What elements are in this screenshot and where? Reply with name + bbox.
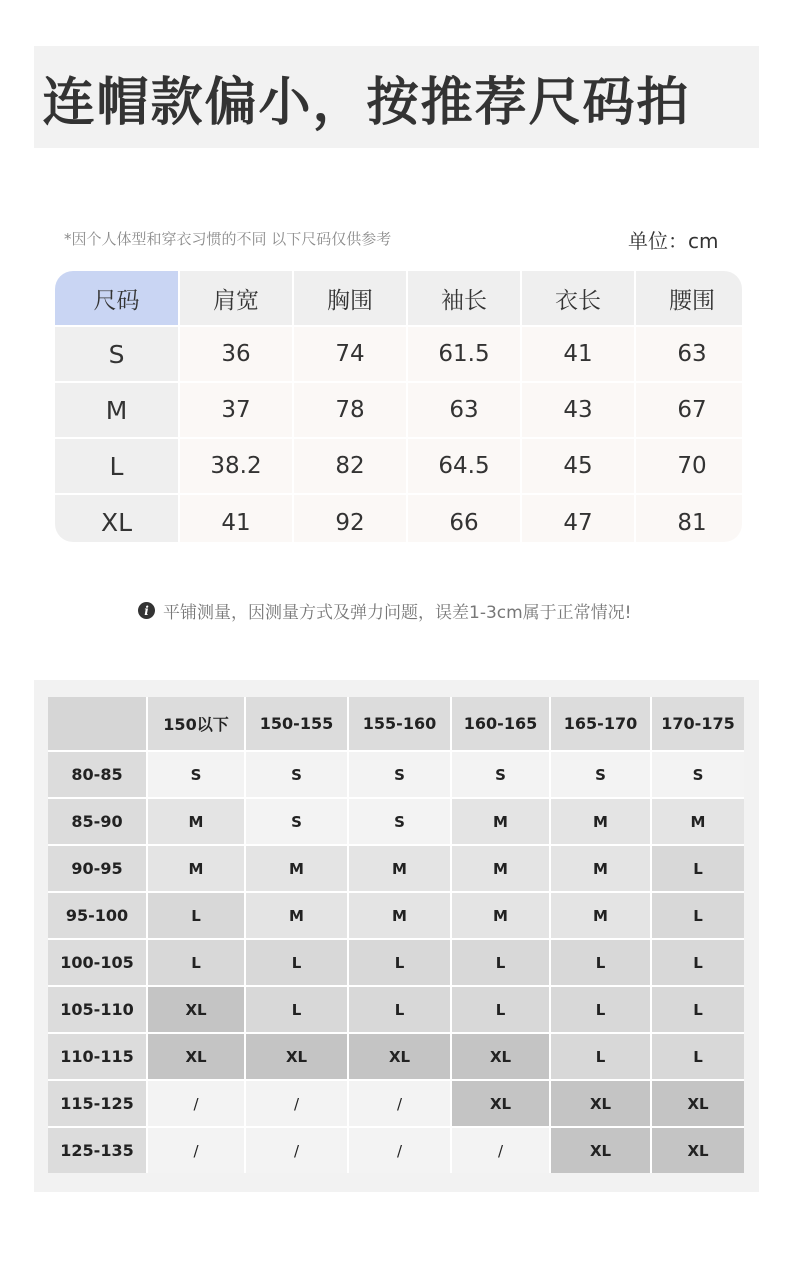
recommended-size-cell: M (349, 846, 450, 891)
recommendation-panel (34, 680, 759, 1192)
recommended-size-cell: XL (652, 1081, 744, 1126)
page-title: 连帽款偏小，按推荐尺码拍 (42, 72, 691, 133)
recommended-size-cell: XL (349, 1034, 450, 1079)
recommended-size-cell: M (652, 799, 744, 844)
weight-header: 110-115 (48, 1034, 146, 1079)
weight-header: 95-100 (48, 893, 146, 938)
recommended-size-cell: M (551, 846, 650, 891)
size-table-header: 尺码 (55, 271, 178, 325)
recommended-size-cell: XL (452, 1081, 549, 1126)
recommended-size-cell: / (246, 1128, 347, 1173)
weight-header: 125-135 (48, 1128, 146, 1173)
recommended-size-cell: L (551, 940, 650, 985)
height-header: 160-165 (452, 697, 549, 750)
recommended-size-cell: L (652, 987, 744, 1032)
recommended-size-cell: XL (148, 1034, 244, 1079)
recommended-size-cell: XL (246, 1034, 347, 1079)
measurement-warning (138, 598, 632, 623)
recommended-size-cell: / (148, 1081, 244, 1126)
height-header: 155-160 (349, 697, 450, 750)
recommended-size-cell: L (148, 893, 244, 938)
recommended-size-cell: M (148, 799, 244, 844)
recommended-size-cell: XL (551, 1128, 650, 1173)
size-value: 63 (636, 327, 742, 381)
height-header: 150以下 (148, 697, 244, 750)
recommended-size-cell: S (349, 752, 450, 797)
recommended-size-cell: L (246, 987, 347, 1032)
size-value: 81 (636, 495, 742, 542)
size-value: 92 (294, 495, 406, 542)
info-icon: i (138, 602, 155, 619)
weight-header: 80-85 (48, 752, 146, 797)
weight-header: 100-105 (48, 940, 146, 985)
recommended-size-cell: M (349, 893, 450, 938)
recommended-size-cell: L (652, 846, 744, 891)
recommended-size-cell: M (246, 893, 347, 938)
recommended-size-cell: L (349, 987, 450, 1032)
recommended-size-cell: XL (452, 1034, 549, 1079)
warning-text: 平铺测量，因测量方式及弹力问题，误差1-3cm属于正常情况! (163, 603, 632, 623)
recommended-size-cell: M (551, 799, 650, 844)
recommended-size-cell: L (652, 940, 744, 985)
recommended-size-cell: M (148, 846, 244, 891)
recommended-size-cell: L (551, 1034, 650, 1079)
weight-header: 85-90 (48, 799, 146, 844)
height-header: 165-170 (551, 697, 650, 750)
recommended-size-cell: L (148, 940, 244, 985)
recommended-size-cell: L (246, 940, 347, 985)
recommended-size-cell: S (246, 752, 347, 797)
recommended-size-cell: XL (652, 1128, 744, 1173)
size-value: 82 (294, 439, 406, 493)
size-value: 38.2 (180, 439, 292, 493)
banner (34, 46, 759, 148)
size-value: 64.5 (408, 439, 520, 493)
size-table-header: 衣长 (522, 271, 634, 325)
recommended-size-cell: S (652, 752, 744, 797)
size-value: 67 (636, 383, 742, 437)
recommendation-table (48, 697, 744, 1173)
size-table-header: 胸围 (294, 271, 406, 325)
recommended-size-cell: S (148, 752, 244, 797)
size-label: XL (55, 495, 178, 542)
recommended-size-cell: / (349, 1128, 450, 1173)
recommended-size-cell: L (551, 987, 650, 1032)
size-table-header: 腰围 (636, 271, 742, 325)
height-header: 150-155 (246, 697, 347, 750)
recommended-size-cell: / (349, 1081, 450, 1126)
recommended-size-cell: L (652, 1034, 744, 1079)
recommended-size-cell: M (452, 799, 549, 844)
recommended-size-cell: L (652, 893, 744, 938)
height-header: 170-175 (652, 697, 744, 750)
unit-label: 单位：cm (628, 229, 719, 253)
recommended-size-cell: / (148, 1128, 244, 1173)
recommended-size-cell: L (452, 987, 549, 1032)
size-label: M (55, 383, 178, 437)
recommended-size-cell: M (246, 846, 347, 891)
recommended-size-cell: S (349, 799, 450, 844)
size-value: 47 (522, 495, 634, 542)
recommended-size-cell: / (452, 1128, 549, 1173)
size-value: 61.5 (408, 327, 520, 381)
size-value: 45 (522, 439, 634, 493)
recommended-size-cell: S (452, 752, 549, 797)
recommended-size-cell: M (551, 893, 650, 938)
recommended-size-cell: S (551, 752, 650, 797)
size-value: 37 (180, 383, 292, 437)
size-value: 43 (522, 383, 634, 437)
recommended-size-cell: M (452, 893, 549, 938)
table-corner (48, 697, 146, 750)
recommended-size-cell: XL (148, 987, 244, 1032)
size-table-header: 肩宽 (180, 271, 292, 325)
reference-note: *因个人体型和穿衣习惯的不同 以下尺码仅供参考 (64, 230, 392, 248)
size-value: 66 (408, 495, 520, 542)
size-value: 78 (294, 383, 406, 437)
size-label: L (55, 439, 178, 493)
size-value: 74 (294, 327, 406, 381)
recommended-size-cell: M (452, 846, 549, 891)
recommended-size-cell: S (246, 799, 347, 844)
weight-header: 115-125 (48, 1081, 146, 1126)
size-table-header: 袖长 (408, 271, 520, 325)
size-value: 36 (180, 327, 292, 381)
recommended-size-cell: L (452, 940, 549, 985)
recommended-size-cell: XL (551, 1081, 650, 1126)
weight-header: 90-95 (48, 846, 146, 891)
size-value: 70 (636, 439, 742, 493)
weight-header: 105-110 (48, 987, 146, 1032)
recommended-size-cell: / (246, 1081, 347, 1126)
size-value: 41 (180, 495, 292, 542)
size-label: S (55, 327, 178, 381)
recommended-size-cell: L (349, 940, 450, 985)
size-value: 41 (522, 327, 634, 381)
size-value: 63 (408, 383, 520, 437)
size-table (55, 271, 742, 542)
